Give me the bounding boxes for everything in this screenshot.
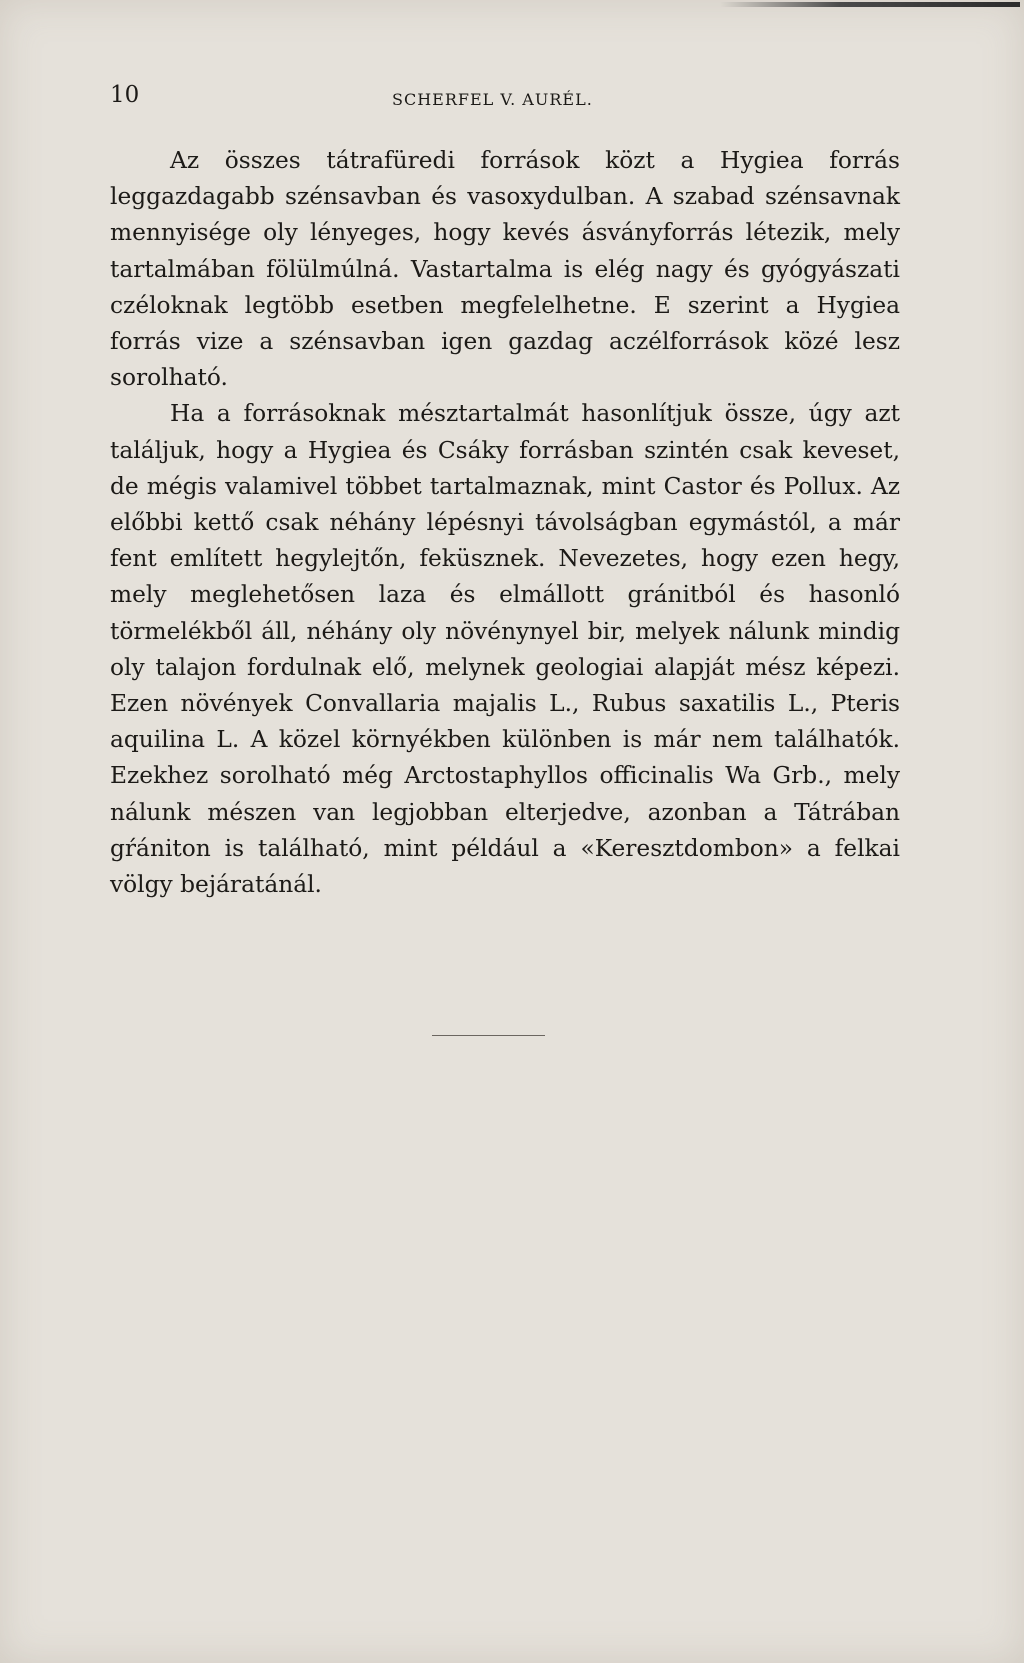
page-header	[110, 82, 910, 112]
paragraph-2: Ha a forrásoknak mésztartalmát hasonlítjuk össze, úgy azt találjuk, hogy a Hygiea és Csáky forrásban szintén csak keveset, de mégis valamivel többet tartalmaznak, mint Castor és Pollux. Az előbbi kettő csak néhány lépésnyi távolságban egymástól, a már fent említett hegylejtőn, feküsznek. Nevezetes, hogy ezen hegy, mely meglehetősen laza és elmállott gránitból és hasonló törmelékből áll, néhány oly növénynyel bir, melyek nálunk mindig oly talajon fordulnak elő, melynek geologiai alapját mész képezi. Ezen növények Convallaria majalis L., Rubus saxatilis L., Pteris aquilina L. A közel környékben különben is már nem találhatók. Ezekhez sorolható még Arctostaphyllos officinalis Wa Grb., mely nálunk mészen van legjobban elterjedve, azonban a Tátrában gŕániton is található, mint például a «Keresztdombon» a felkai völgy bejáratánál.	[110, 400, 900, 899]
paragraph-1: Az összes tátrafüredi források közt a Hygiea forrás leggazdagabb szénsavban és vasoxydulban. A szabad szénsavnak mennyisége oly lényeges, hogy kevés ásványforrás létezik, mely tartalmában fölülmúlná. Vastartalma is elég nagy és gyógyászati czéloknak legtöbb esetben megfelelhetne. E szerint a Hygiea forrás vize a szénsavban igen gazdag aczélforrások közé lesz sorolható.	[110, 147, 900, 392]
page-number: 10	[110, 82, 140, 108]
body-text	[110, 143, 900, 903]
scan-edge-mark	[720, 2, 1020, 7]
running-head: SCHERFEL V. AURÉL.	[392, 90, 593, 109]
section-divider	[432, 1035, 545, 1036]
